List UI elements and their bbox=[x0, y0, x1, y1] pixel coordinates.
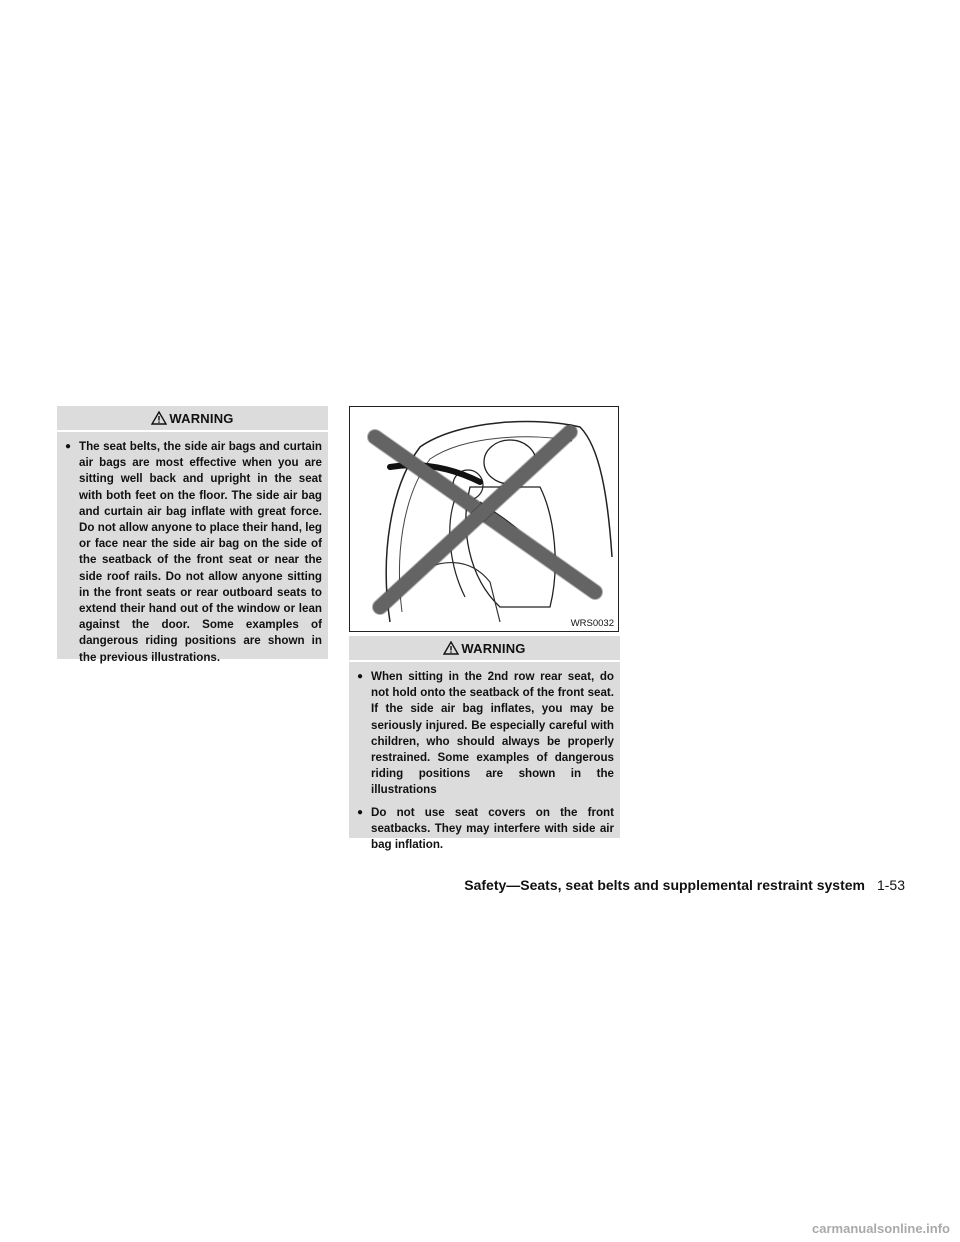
warning-title: WARNING bbox=[461, 640, 526, 656]
warning-header bbox=[57, 406, 328, 432]
warning-list bbox=[57, 432, 328, 666]
bullet-icon: ● bbox=[357, 671, 364, 682]
warning-item-text: Do not use seat covers on the front seatbacks. They may interfere with side air bag inflation. bbox=[371, 805, 614, 852]
illustration-code: WRS0032 bbox=[570, 618, 614, 629]
warning-item-text: When sitting in the 2nd row rear seat, do not hold onto the seatback of the front seat. If the side air bag inflates, you may be seriously injured. Be especially careful with children, who should always be properly restrained. Some examples of dangerous riding positions are shown in the illustrations bbox=[371, 670, 614, 797]
warning-item-text: The seat belts, the side air bags and curtain air bags are most effective when you are sitting well back and upright in the seat with both feet on the floor. The side air bag and curtain air bag inflate with great force. Do not allow anyone to place their hand, leg or face near the side air bag on the side of the seatback of the front seat or near the side roof rails. Do not allow anyone sitting in the front seats or rear outboard seats to extend their hand out of the window or lean against the door. Some examples of dangerous riding positions are shown in the previous illustrations. bbox=[79, 440, 322, 664]
warning-list bbox=[349, 662, 620, 853]
bullet-icon: ● bbox=[65, 441, 72, 452]
warning-header bbox=[349, 636, 620, 662]
warning-item bbox=[357, 669, 614, 799]
page-footer bbox=[437, 877, 905, 893]
warning-title: WARNING bbox=[169, 410, 234, 426]
warning-box-1 bbox=[57, 406, 328, 664]
car-interior-illustration bbox=[350, 407, 618, 631]
section-title: Safety—Seats, seat belts and supplemental restraint system bbox=[464, 877, 865, 893]
page-number: 1-53 bbox=[876, 877, 905, 893]
illustration-figure bbox=[349, 406, 619, 632]
warning-item bbox=[357, 805, 614, 854]
warning-box-2 bbox=[349, 636, 620, 852]
warning-triangle-icon bbox=[151, 411, 167, 425]
warning-item bbox=[65, 439, 322, 666]
watermark: carmanualsonline.info bbox=[812, 1221, 950, 1236]
warning-triangle-icon bbox=[443, 641, 459, 655]
bullet-icon: ● bbox=[357, 806, 364, 818]
